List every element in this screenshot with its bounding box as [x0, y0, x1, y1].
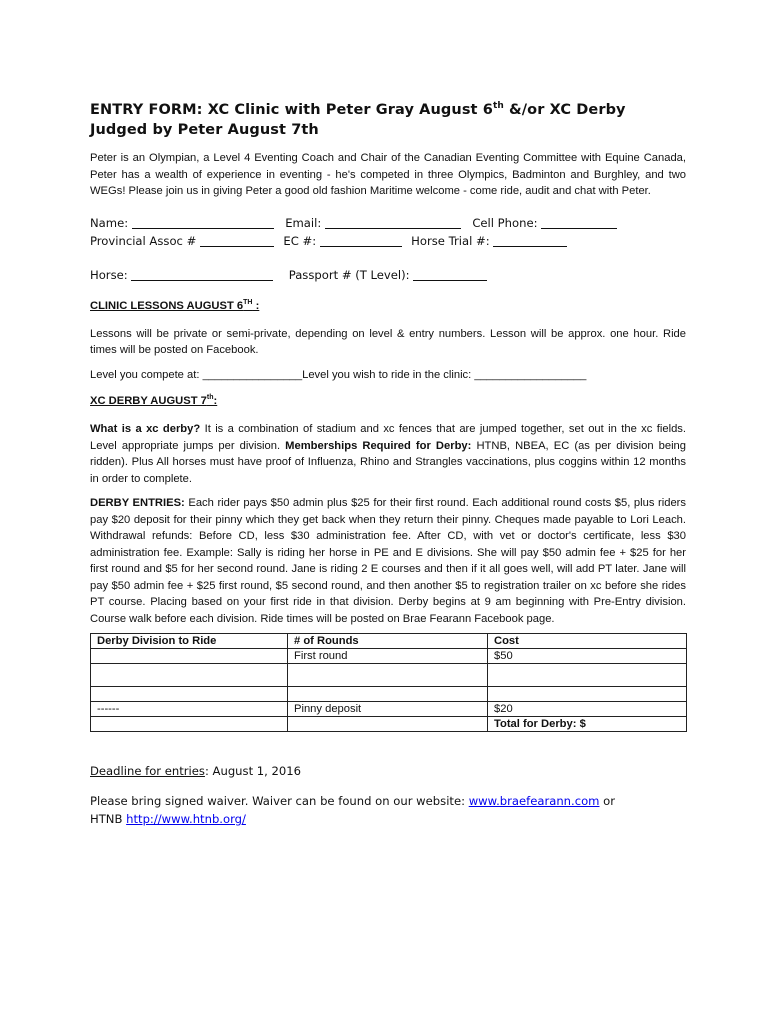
email-field[interactable]	[325, 216, 461, 229]
what-is-derby-text: It is a combination of stadium and xc fences that are jumped together, set out in the xc fields. Level appropriate jumps per division.	[90, 423, 686, 452]
rider-info-fields	[90, 214, 686, 284]
derby-heading-end: :	[213, 395, 218, 407]
table-cell[interactable]	[488, 687, 687, 702]
what-is-derby-paragraph	[90, 421, 686, 487]
memberships-text: HTNB, NBEA, EC (as per division being ridden). Plus All horses must have proof of Influenza, Rhino and Strangles vaccinations, plus coggins within 12 months in order to complete.	[90, 439, 686, 485]
table-cell: Pinny deposit	[288, 702, 488, 717]
derby-heading-sup: th	[206, 394, 214, 401]
deadline-label: Deadline for entries	[90, 764, 205, 778]
table-cell: $50	[488, 649, 687, 664]
table-header-row	[91, 634, 687, 649]
table-row	[91, 687, 687, 702]
clinic-lessons-heading	[90, 298, 686, 314]
table-cell[interactable]	[91, 649, 288, 664]
waiver-text: Please bring signed waiver. Waiver can be found on our website:	[90, 794, 469, 808]
title-line2: Judged by Peter August 7th	[90, 122, 319, 138]
table-row	[91, 717, 687, 732]
or-text: or	[599, 794, 616, 808]
what-is-derby-label: What is a xc derby?	[90, 423, 201, 435]
lessons-paragraph: Lessons will be private or semi-private, depending on level & entry numbers. Lesson will be approx. one hour. Ride times will be posted on Facebook.	[90, 327, 686, 356]
title-line1-end: &/or XC Derby	[503, 102, 626, 118]
derby-entry-table	[90, 633, 687, 732]
table-cell[interactable]	[91, 687, 288, 702]
website-link[interactable]: www.braefearann.com	[468, 794, 600, 808]
table-cell: $20	[488, 702, 687, 717]
deadline-line	[90, 762, 686, 780]
horse-field[interactable]	[131, 268, 273, 281]
email-label: Email:	[285, 215, 322, 230]
fields-row-3	[90, 266, 686, 284]
level-line[interactable]: Level you compete at: ________________Level you wish to ride in the clinic: __________________	[90, 368, 587, 381]
total-for-derby-cell[interactable]: Total for Derby: $	[488, 717, 687, 732]
xc-derby-heading	[90, 393, 686, 409]
table-cell: ------	[91, 702, 288, 717]
fields-row-1	[90, 214, 686, 232]
clinic-heading-end: :	[252, 299, 260, 312]
page-title	[90, 100, 686, 140]
table-row	[91, 702, 687, 717]
horse-trial-label: Horse Trial #:	[411, 233, 490, 248]
title-sup: th	[492, 101, 504, 111]
deadline-value: : August 1, 2016	[204, 764, 302, 778]
horse-label: Horse:	[90, 267, 128, 282]
table-header: # of Rounds	[288, 634, 488, 649]
derby-entries-label: DERBY ENTRIES:	[90, 497, 185, 509]
derby-entries-paragraph	[90, 495, 686, 627]
name-label: Name:	[90, 215, 129, 230]
waiver-paragraph	[90, 792, 686, 828]
intro-paragraph: Peter is an Olympian, a Level 4 Eventing Coach and Chair of the Canadian Eventing Committee with Equine Canada, Peter has a wealth of experience in eventing - he's competed in three Olympics, Badminton and Burghley, and two WEGs! Please join us in giving Peter a good old fashion Maritime welcome - come ride, audit and chat with Peter.	[90, 152, 686, 197]
fields-row-2	[90, 232, 686, 250]
htnb-text: HTNB	[90, 812, 127, 826]
table-cell	[91, 717, 288, 732]
provincial-assoc-label: Provincial Assoc #	[90, 233, 197, 248]
table-cell[interactable]	[288, 664, 488, 687]
ec-number-field[interactable]	[320, 234, 402, 247]
table-cell[interactable]	[488, 664, 687, 687]
cell-phone-field[interactable]	[541, 216, 617, 229]
table-header: Derby Division to Ride	[91, 634, 288, 649]
passport-field[interactable]	[413, 268, 487, 281]
name-field[interactable]	[132, 216, 274, 229]
table-row	[91, 649, 687, 664]
title-line1-main: ENTRY FORM: XC Clinic with Peter Gray August 6	[90, 102, 493, 118]
entry-form-page	[90, 100, 686, 828]
cell-phone-label: Cell Phone:	[472, 215, 538, 230]
clinic-heading-text: CLINIC LESSONS AUGUST 6	[90, 299, 244, 312]
derby-entries-text: Each rider pays $50 admin plus $25 for their first round. Each additional round costs $5, plus riders pay $20 deposit for their pinny which they get back when they return their pinny. Cheques made payable to Lori Leach. Withdrawal refunds: Before CD, less $30 administration fee. After CD, with vet or doctor's certificate, less $30 administration fee. Example: Sally is riding her horse in PE and E divisions. She will pay $50 admin fee + $25 for her first round and $5 for her second round. Jane is riding 2 E courses and then if it all goes well, will add PT later. Jane will pay $50 admin fee + $25 first round, $5 second round, and then another $5 to registration trailer on xc before she rides PT course. Placing based on your first ride in that division. Derby begins at 9 am beginning with Pre-Entry division. Course walk before each division. Ride times will be posted on Brae Fearann Facebook page.	[90, 497, 686, 625]
memberships-label: Memberships Required for Derby:	[285, 439, 472, 452]
provincial-assoc-field[interactable]	[200, 234, 274, 247]
passport-label: Passport # (T Level):	[288, 267, 410, 282]
table-cell[interactable]	[91, 664, 288, 687]
table-cell	[288, 717, 488, 732]
table-header: Cost	[488, 634, 687, 649]
htnb-link[interactable]: http://www.htnb.org/	[126, 812, 246, 826]
table-cell: First round	[288, 649, 488, 664]
derby-heading-text: XC DERBY AUGUST 7	[90, 395, 207, 407]
table-cell[interactable]	[288, 687, 488, 702]
ec-number-label: EC #:	[283, 233, 317, 248]
horse-trial-field[interactable]	[493, 234, 567, 247]
clinic-heading-sup: TH	[243, 298, 253, 306]
table-row	[91, 664, 687, 687]
